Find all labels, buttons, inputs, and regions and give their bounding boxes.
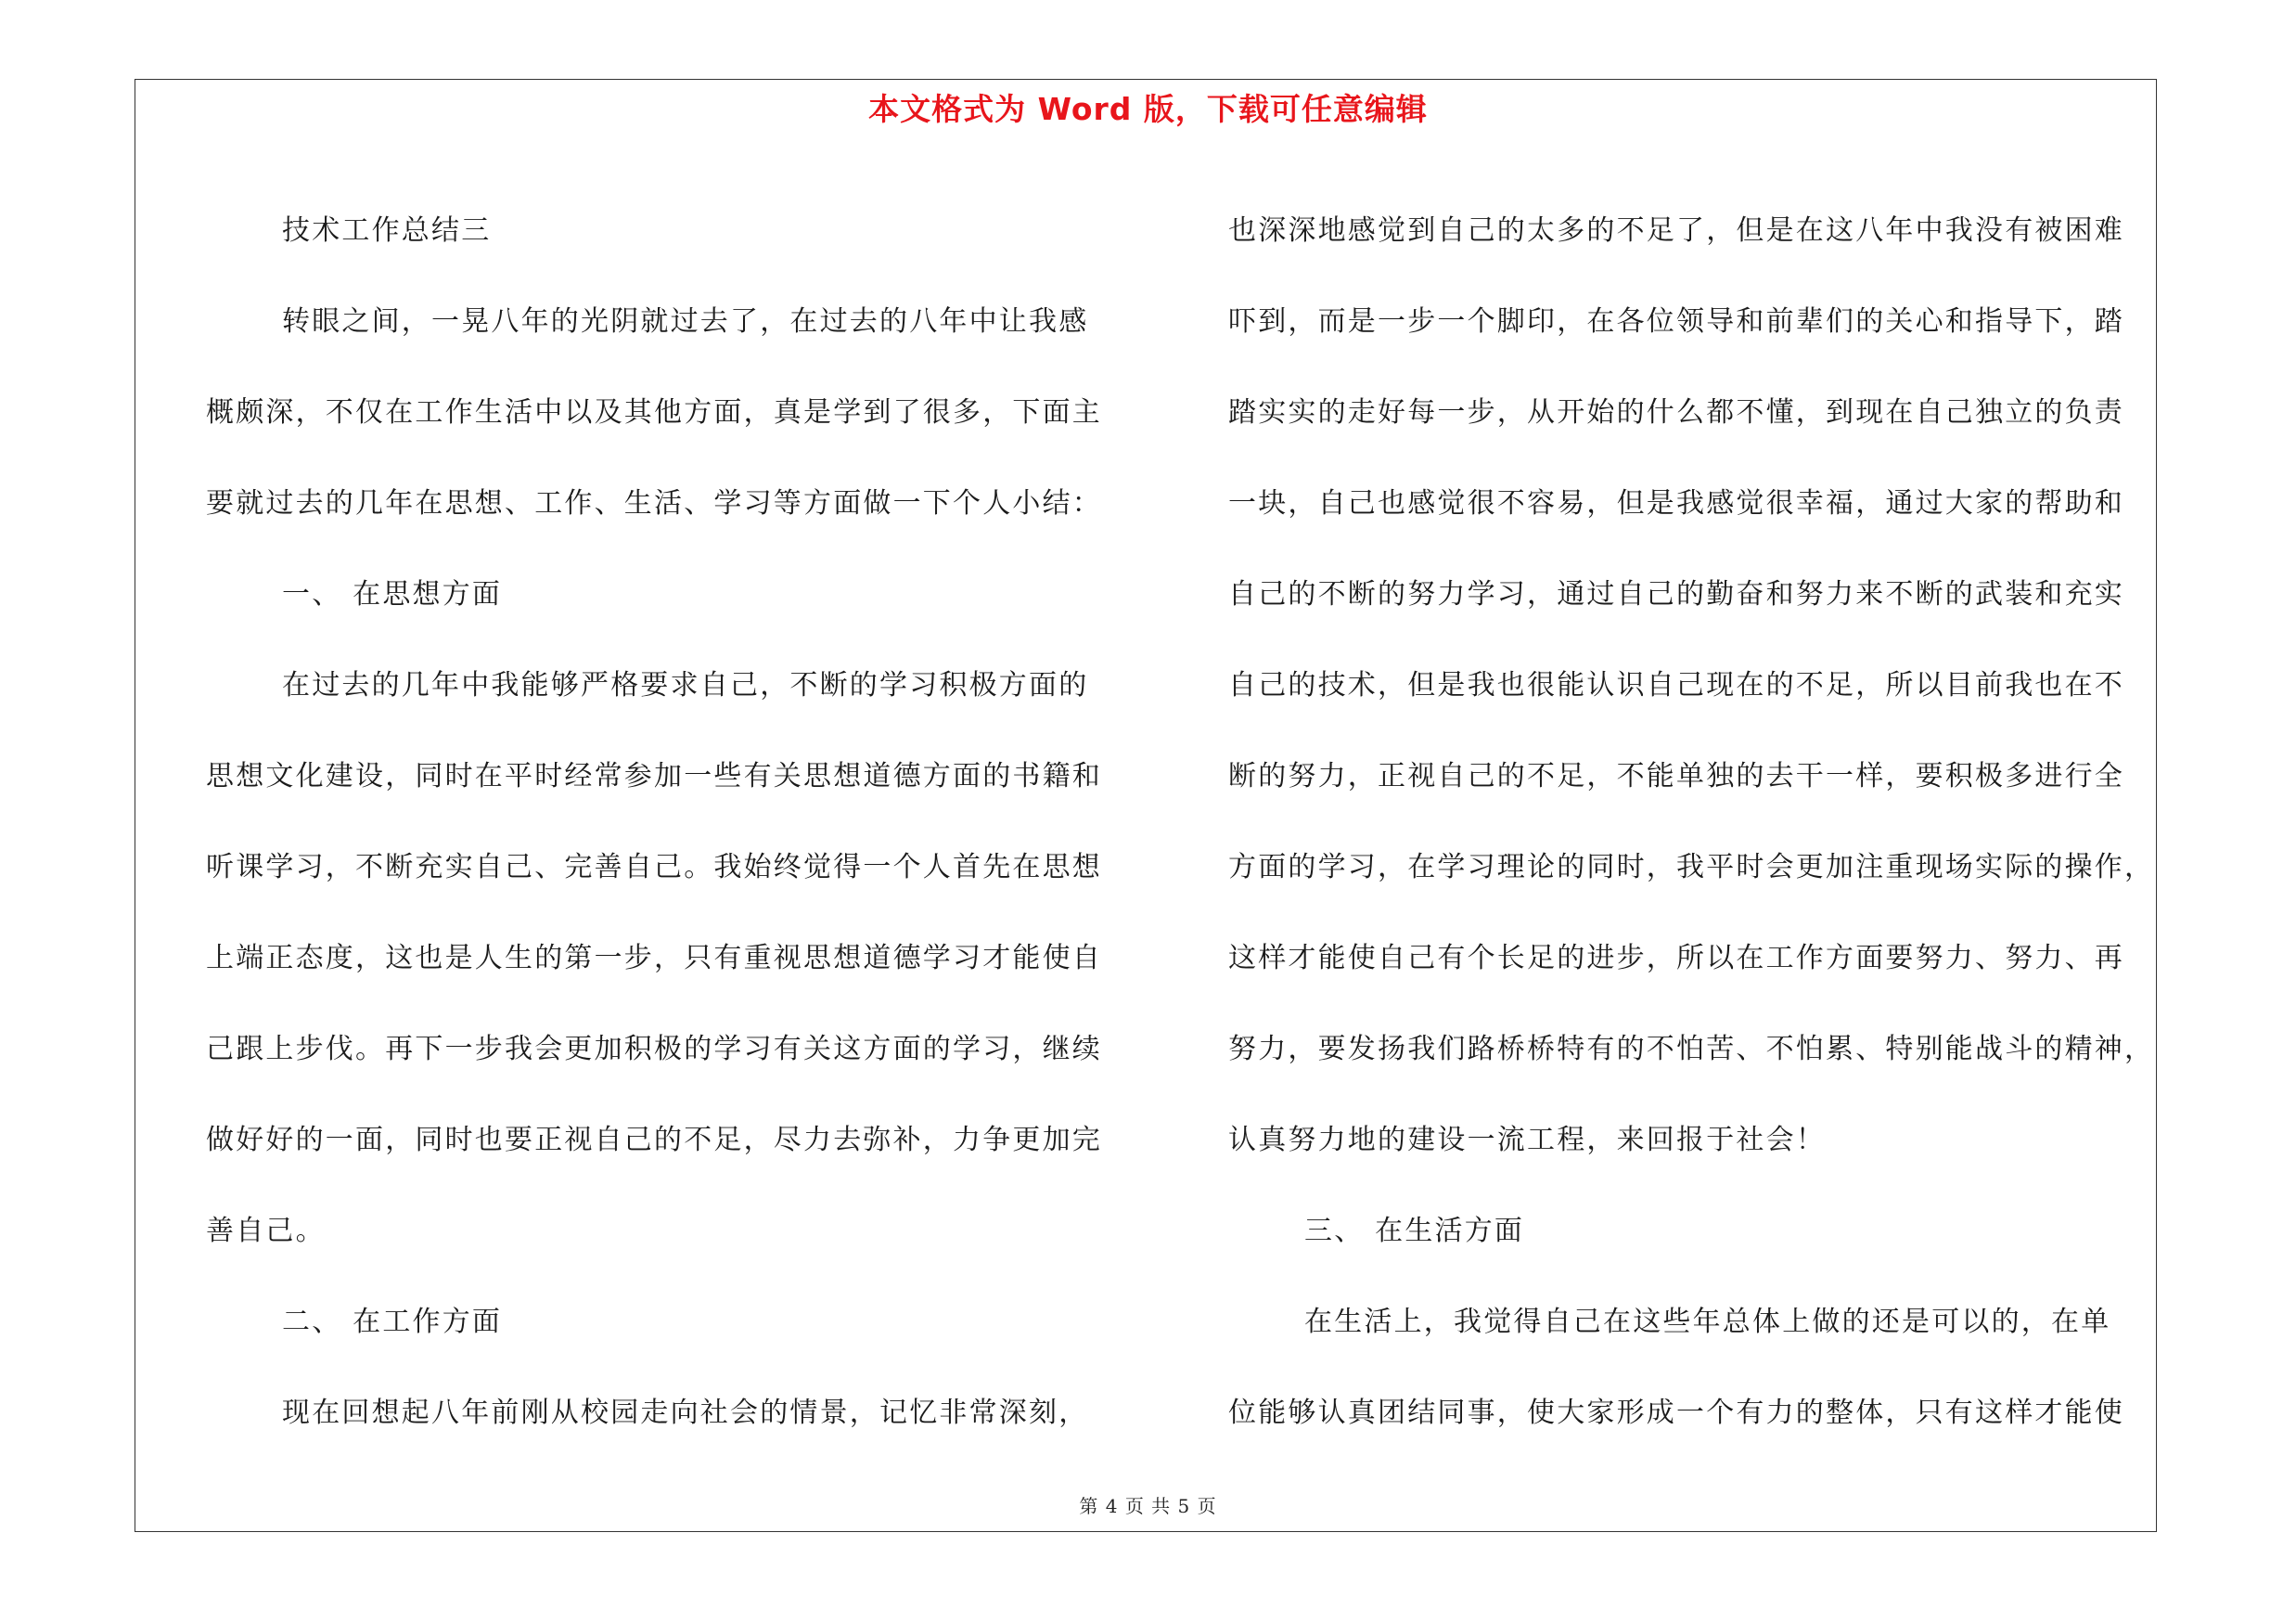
text-line: 技术工作总结三 <box>282 214 492 247</box>
text-line: 也深深地感觉到自己的太多的不足了，但是在这八年中我没有被困难 <box>1228 214 2124 247</box>
text-line: 方面的学习，在学习理论的同时，我平时会更加注重现场实际的操作， <box>1228 851 2155 883</box>
page-footer: 第 4 页 共 5 页 <box>1079 1495 1217 1517</box>
text-line: 善自己。 <box>206 1215 326 1247</box>
text-line: 在生活上，我觉得自己在这些年总体上做的还是可以的，在单 <box>1304 1306 2111 1338</box>
text-line: 听课学习，不断充实自己、完善自己。我始终觉得一个人首先在思想 <box>206 851 1102 883</box>
text-line: 转眼之间，一晃八年的光阴就过去了，在过去的八年中让我感 <box>282 305 1089 338</box>
text-line: 二、 在工作方面 <box>282 1306 503 1338</box>
text-line: 位能够认真团结同事，使大家形成一个有力的整体，只有这样才能使 <box>1228 1397 2124 1429</box>
text-line: 三、 在生活方面 <box>1304 1215 1525 1247</box>
text-line: 这样才能使自己有个长足的进步，所以在工作方面要努力、努力、再 <box>1228 942 2124 974</box>
text-line: 一、 在思想方面 <box>282 578 503 611</box>
text-line: 吓到，而是一步一个脚印，在各位领导和前辈们的关心和指导下，踏 <box>1228 305 2124 338</box>
text-line: 做好好的一面，同时也要正视自己的不足，尽力去弥补，力争更加完 <box>206 1124 1102 1156</box>
text-line: 己跟上步伐。再下一步我会更加积极的学习有关这方面的学习，继续 <box>206 1033 1102 1065</box>
text-line: 自己的不断的努力学习，通过自己的勤奋和努力来不断的武装和充实 <box>1228 578 2124 611</box>
text-line: 认真努力地的建设一流工程，来回报于社会！ <box>1228 1124 1826 1156</box>
text-line: 自己的技术，但是我也很能认识自己现在的不足，所以目前我也在不 <box>1228 669 2124 702</box>
left-column <box>206 186 1134 1459</box>
text-line: 思想文化建设，同时在平时经常参加一些有关思想道德方面的书籍和 <box>206 760 1102 792</box>
text-line: 一块，自己也感觉很不容易，但是我感觉很幸福，通过大家的帮助和 <box>1228 487 2124 520</box>
text-line: 断的努力，正视自己的不足，不能单独的去干一样，要积极多进行全 <box>1228 760 2124 792</box>
text-line: 上端正态度，这也是人生的第一步，只有重视思想道德学习才能使自 <box>206 942 1102 974</box>
text-line: 努力，要发扬我们路桥桥特有的不怕苦、不怕累、特别能战斗的精神， <box>1228 1033 2155 1065</box>
text-line: 现在回想起八年前刚从校园走向社会的情景，记忆非常深刻， <box>282 1397 1089 1429</box>
text-line: 踏实实的走好每一步，从开始的什么都不懂，到现在自己独立的负责 <box>1228 396 2124 429</box>
right-column <box>1228 186 2156 1459</box>
text-line: 概颇深，不仅在工作生活中以及其他方面，真是学到了很多，下面主 <box>206 396 1102 429</box>
text-line: 在过去的几年中我能够严格要求自己，不断的学习积极方面的 <box>282 669 1089 702</box>
word-format-banner: 本文格式为 Word 版，下载可任意编辑 <box>868 91 1428 127</box>
text-line: 要就过去的几年在思想、工作、生活、学习等方面做一下个人小结： <box>206 487 1102 520</box>
